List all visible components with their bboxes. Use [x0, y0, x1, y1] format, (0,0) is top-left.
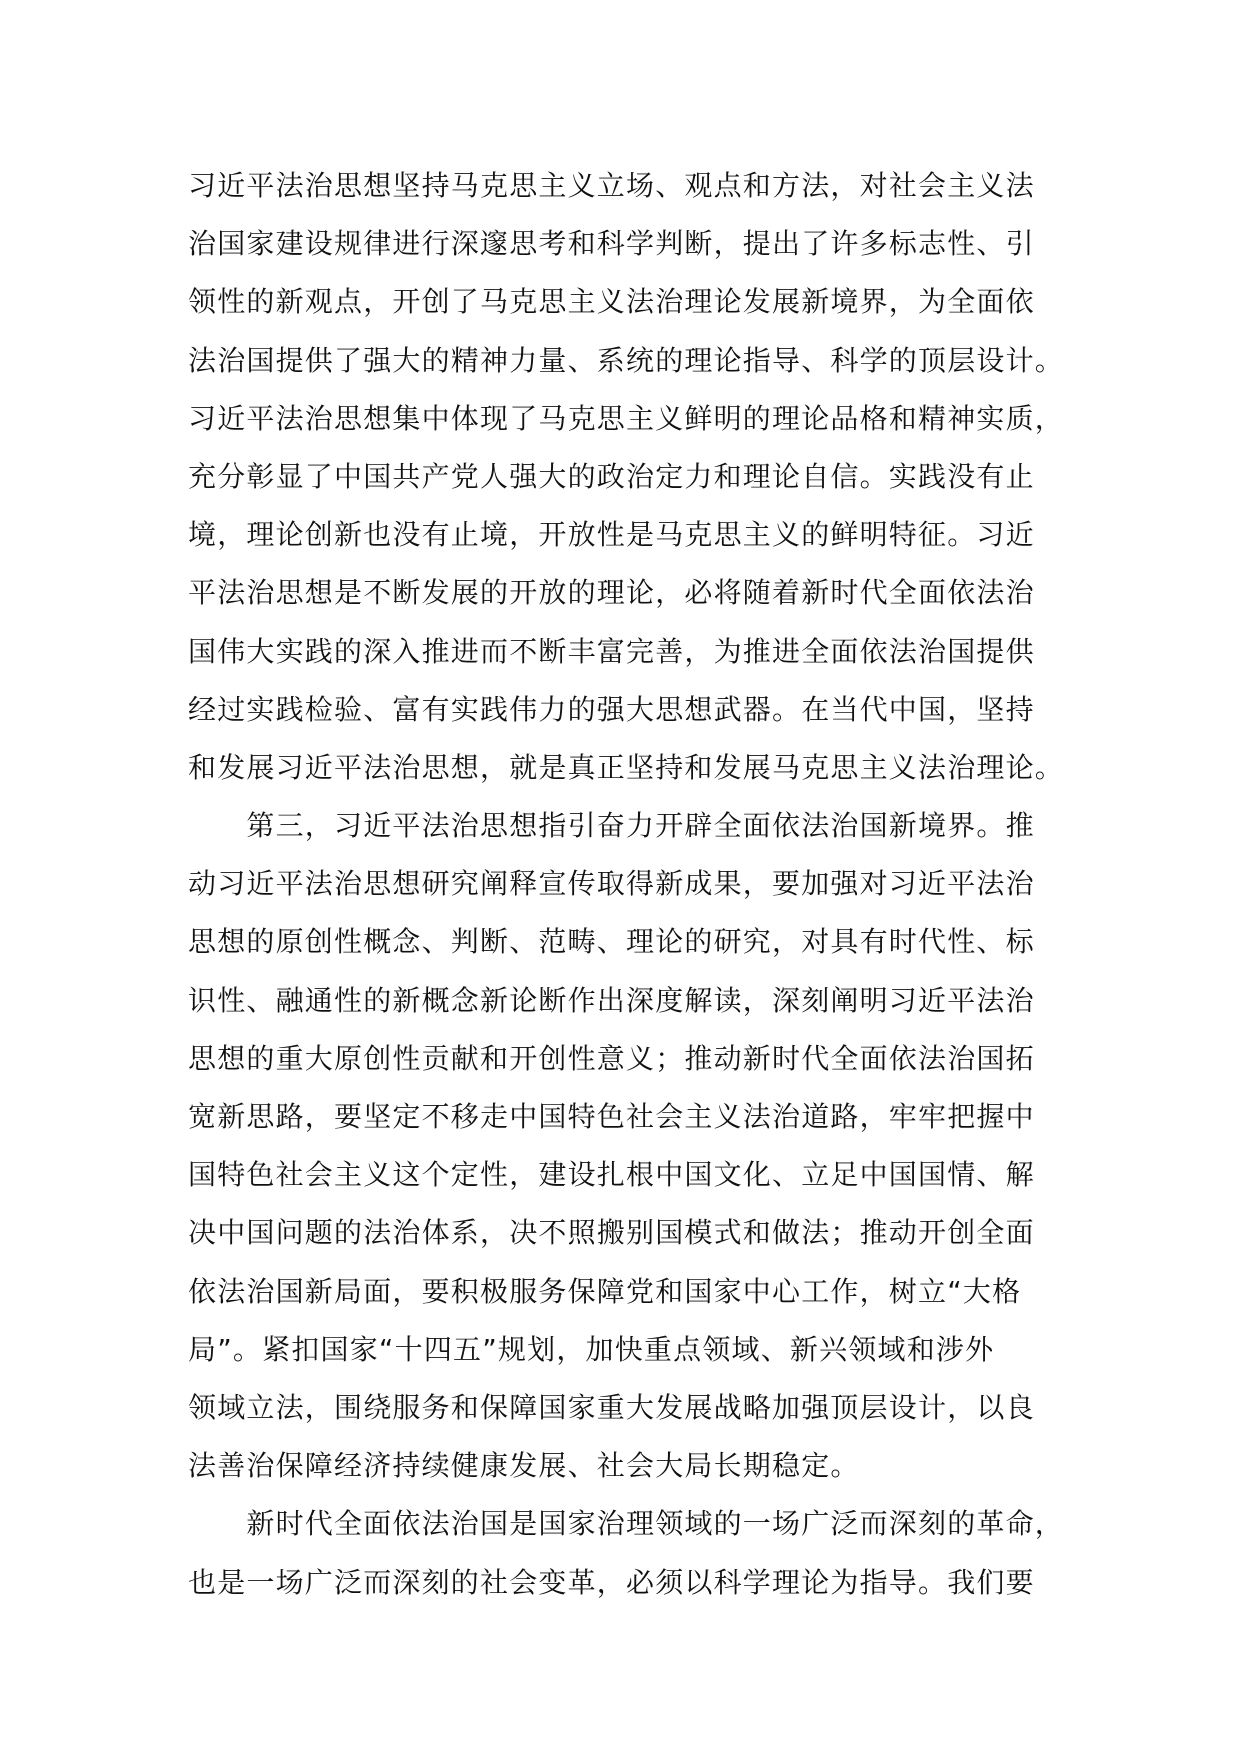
text-line: 识性、融通性的新概念新论断作出深度解读，深刻阐明习近平法治 — [188, 983, 1035, 1017]
text-line: 习近平法治思想坚持马克思主义立场、观点和方法，对社会主义法 — [188, 169, 1035, 202]
text-line: 法善治保障经济持续健康发展、社会大局长期稳定。 — [188, 1449, 860, 1483]
text-line: 依法治国新局面，要积极服务保障党和国家中心工作，树立“大格 — [188, 1274, 1022, 1308]
text-line: 思想的重大原创性贡献和开创性意义；推动新时代全面依法治国拓 — [188, 1041, 1035, 1075]
text-line: 境，理论创新也没有止境，开放性是马克思主义的鲜明特征。习近 — [188, 518, 1035, 552]
text-line: 充分彰显了中国共产党人强大的政治定力和理论自信。实践没有止 — [188, 459, 1035, 493]
paragraph-start-line: 新时代全面依法治国是国家治理领域的一场广泛而深刻的革命， — [188, 1507, 1065, 1541]
text-line: 领域立法，围绕服务和保障国家重大发展战略加强顶层设计，以良 — [188, 1390, 1035, 1424]
text-line: 也是一场广泛而深刻的社会变革，必须以科学理论为指导。我们要 — [188, 1565, 1035, 1599]
text-line: 领性的新观点，开创了马克思主义法治理论发展新境界，为全面依 — [188, 285, 1035, 319]
text-line: 思想的原创性概念、判断、范畴、理论的研究，对具有时代性、标 — [188, 925, 1035, 959]
paragraph-start-line: 第三，习近平法治思想指引奋力开辟全面依法治国新境界。推 — [188, 809, 1035, 843]
text-line: 治国家建设规律进行深邃思考和科学判断，提出了许多标志性、引 — [188, 227, 1035, 261]
text-line: 习近平法治思想集中体现了马克思主义鲜明的理论品格和精神实质， — [188, 401, 1065, 435]
text-line: 法治国提供了强大的精神力量、系统的理论指导、科学的顶层设计。 — [188, 343, 1065, 377]
document-body — [188, 157, 1088, 1612]
text-line: 决中国问题的法治体系，决不照搬别国模式和做法；推动开创全面 — [188, 1216, 1035, 1250]
text-line: 国特色社会主义这个定性，建设扎根中国文化、立足中国国情、解 — [188, 1158, 1035, 1192]
text-line: 宽新思路，要坚定不移走中国特色社会主义法治道路，牢牢把握中 — [188, 1100, 1035, 1133]
text-line: 动习近平法治思想研究阐释宣传取得新成果，要加强对习近平法治 — [188, 867, 1035, 901]
text-line: 局”。紧扣国家“十四五”规划，加快重点领域、新兴领域和涉外 — [188, 1332, 995, 1366]
text-line: 国伟大实践的深入推进而不断丰富完善，为推进全面依法治国提供 — [188, 634, 1035, 668]
text-line: 经过实践检验、富有实践伟力的强大思想武器。在当代中国，坚持 — [188, 692, 1035, 726]
text-line: 平法治思想是不断发展的开放的理论，必将随着新时代全面依法治 — [188, 576, 1035, 610]
text-line: 和发展习近平法治思想，就是真正坚持和发展马克思主义法治理论。 — [188, 750, 1065, 784]
